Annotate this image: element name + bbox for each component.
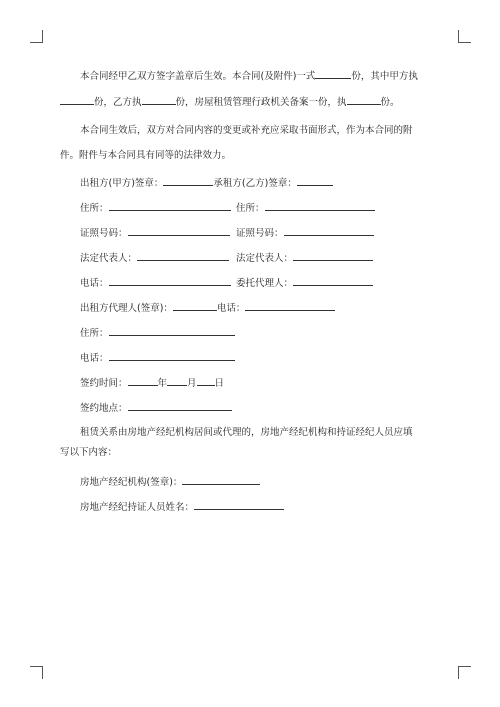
clause-text: 写以下内容： xyxy=(60,447,118,458)
crop-mark-bottom-right xyxy=(458,666,471,679)
broker-agency-label: 房地产经纪机构(签章)： xyxy=(80,477,183,488)
lessee-id-blank[interactable] xyxy=(284,225,374,236)
row-agent xyxy=(236,275,373,291)
clause-text: 本合同经甲乙双方签字盖章后生效。本合同(及附件)一式 xyxy=(80,71,316,82)
filing-copies-blank[interactable] xyxy=(347,94,381,105)
lessee-legal-rep-label: 法定代表人： xyxy=(236,253,294,264)
row-lessor-agent xyxy=(80,300,335,316)
sign-place-label: 签约地点： xyxy=(80,403,128,414)
lessee-sign-blank[interactable] xyxy=(297,175,333,186)
clause-text: 份，其中甲方执 xyxy=(351,71,418,82)
row-id xyxy=(80,225,230,241)
party-a-copies-blank[interactable] xyxy=(60,94,94,105)
broker-clause-line-1 xyxy=(80,426,413,440)
row-address-b xyxy=(236,200,375,216)
lessor-sign-label: 出租方(甲方)签章： xyxy=(80,178,164,189)
lessor-sign-blank[interactable] xyxy=(163,175,213,186)
lessor-legal-rep-label: 法定代表人： xyxy=(80,253,138,264)
lessor-agent-sign-blank[interactable] xyxy=(173,300,217,311)
day-label: 日 xyxy=(214,378,225,389)
lessor-address-label: 住所： xyxy=(80,203,109,214)
row-sign-place xyxy=(80,400,232,416)
sign-place-blank[interactable] xyxy=(128,400,232,411)
row-legal-b xyxy=(236,250,373,266)
lessee-legal-rep-blank[interactable] xyxy=(293,250,373,261)
lessor-address-blank[interactable] xyxy=(109,200,231,211)
lessor-phone-blank[interactable] xyxy=(109,275,231,286)
row-phone xyxy=(80,275,231,291)
lessor-id-blank[interactable] xyxy=(128,225,230,236)
row-sign-time xyxy=(80,375,224,391)
broker-agent-name-blank[interactable] xyxy=(194,499,284,510)
row-sign xyxy=(80,175,333,191)
agent-address-label: 住所： xyxy=(80,328,109,339)
broker-clause-line-2 xyxy=(60,446,117,460)
row-address xyxy=(80,200,231,216)
lessee-address-label: 住所： xyxy=(236,203,265,214)
year-label: 年 xyxy=(157,378,168,389)
crop-mark-bottom-left xyxy=(30,666,43,679)
clause-effect-line-1 xyxy=(80,68,418,84)
clause-change-line-2 xyxy=(60,149,231,163)
lessee-id-label: 证照号码： xyxy=(236,228,284,239)
lessee-sign-label: 承租方(乙方)签章： xyxy=(213,178,297,189)
clause-text: 份，房屋租赁管理行政机关备案一份，执 xyxy=(175,97,347,108)
lessee-agent-blank[interactable] xyxy=(293,275,373,286)
lessee-address-blank[interactable] xyxy=(265,200,375,211)
clause-text: 件。附件与本合同具有同等的法律效力。 xyxy=(60,150,232,161)
copies-total-blank[interactable] xyxy=(315,68,351,79)
row-id-b xyxy=(236,225,374,241)
clause-effect-line-2 xyxy=(60,94,400,110)
row-broker-agent xyxy=(80,499,284,515)
agent-phone-blank[interactable] xyxy=(109,350,235,361)
lessor-agent-phone-blank[interactable] xyxy=(245,300,335,311)
lessor-legal-rep-blank[interactable] xyxy=(137,250,229,261)
month-blank[interactable] xyxy=(167,375,187,386)
agent-phone-label: 电话： xyxy=(80,353,109,364)
lessor-id-label: 证照号码： xyxy=(80,228,128,239)
day-blank[interactable] xyxy=(197,375,215,386)
crop-mark-top-left xyxy=(30,30,43,43)
row-address2 xyxy=(80,325,235,341)
lessor-agent-phone-label: 电话： xyxy=(216,303,246,314)
broker-agent-name-label: 房地产经纪持证人员姓名： xyxy=(80,502,195,513)
lessor-agent-sign-label: 出租方代理人(签章)： xyxy=(80,303,173,314)
row-broker-agency xyxy=(80,474,260,490)
row-phone3 xyxy=(80,350,235,366)
clause-text: 本合同生效后，双方对合同内容的变更或补充应采取书面形式，作为本合同的附 xyxy=(80,125,413,136)
lessor-phone-label: 电话： xyxy=(80,278,109,289)
year-blank[interactable] xyxy=(128,375,158,386)
row-legal xyxy=(80,250,229,266)
month-label: 月 xyxy=(187,378,197,389)
clause-text: 份，乙方执 xyxy=(94,97,142,108)
clause-text: 租赁关系由房地产经纪机构居间或代理的，房地产经纪机构和持证经纪人员应填 xyxy=(80,427,413,438)
broker-agency-blank[interactable] xyxy=(182,474,260,485)
party-b-copies-blank[interactable] xyxy=(142,94,176,105)
clause-change-line-1 xyxy=(80,124,413,138)
clause-text: 份。 xyxy=(380,97,400,108)
sign-time-label: 签约时间： xyxy=(80,378,128,389)
crop-mark-top-right xyxy=(458,30,471,43)
agent-address-blank[interactable] xyxy=(109,325,235,336)
lessee-agent-label: 委托代理人： xyxy=(236,278,294,289)
